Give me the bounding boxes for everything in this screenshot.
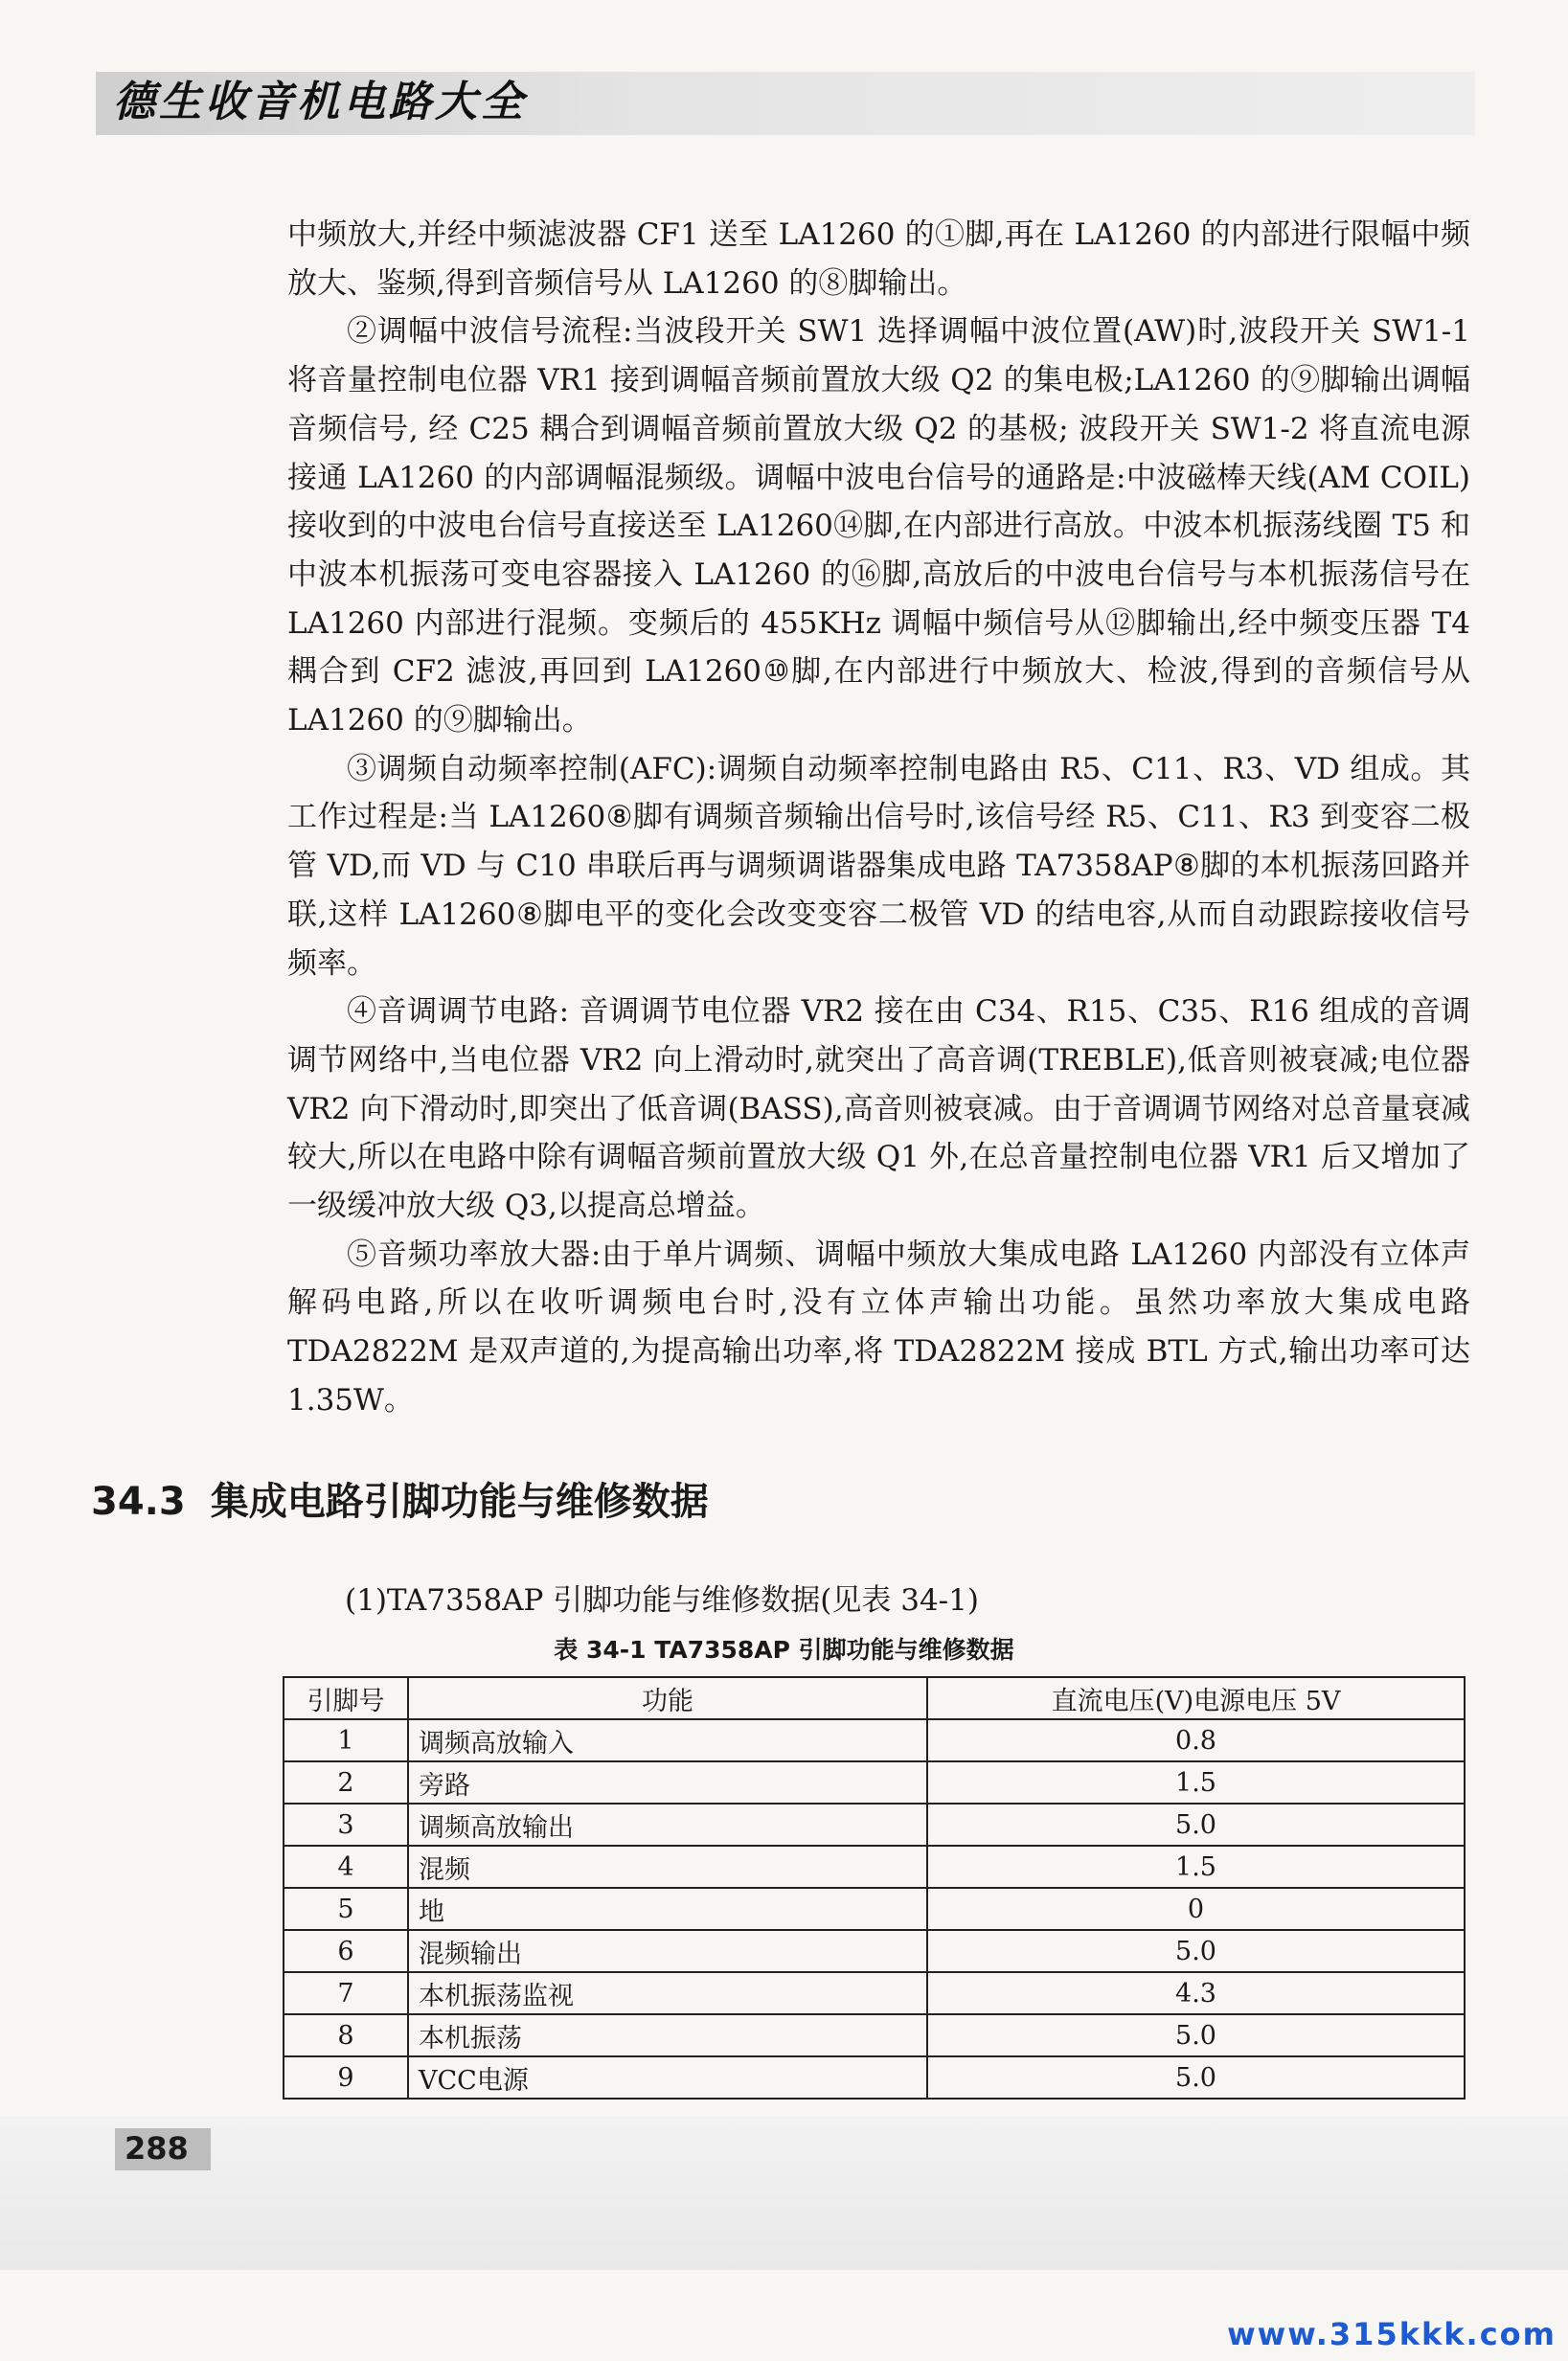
cell-pin: 1 xyxy=(284,1719,408,1761)
table-row xyxy=(284,1846,1465,1888)
table-row xyxy=(284,1761,1465,1804)
cell-voltage: 4.3 xyxy=(927,1972,1465,2014)
section-heading xyxy=(91,1471,709,1526)
section-title: 集成电路引脚功能与维修数据 xyxy=(210,1480,709,1524)
footer-band xyxy=(0,2117,1568,2270)
cell-pin: 7 xyxy=(284,1972,408,2014)
body-text xyxy=(287,211,1470,1425)
cell-voltage: 0.8 xyxy=(927,1719,1465,1761)
cell-pin: 5 xyxy=(284,1888,408,1930)
cell-pin: 9 xyxy=(284,2056,408,2099)
cell-voltage: 5.0 xyxy=(927,2056,1465,2099)
cell-function: 本机振荡监视 xyxy=(408,1972,927,2014)
header-voltage: 直流电压(V)电源电压 5V xyxy=(927,1677,1465,1719)
table-row xyxy=(284,2056,1465,2099)
paragraph-tone-control: ④音调调节电路: 音调调节电位器 VR2 接在由 C34、R15、C35、R16 组成的音调调节网络中,当电位器 VR2 向上滑动时,就突出了高音调(TREBLE),低音则被衰减;电位器 VR2 向下滑动时,即突出了低音调(BASS),高音则被衰减。由于音调调节网络对总音量衰减较大,所以在电路中除有调幅音频前置放大级 Q1 外,在总音量控制电位器 VR1 后又增加了一级缓冲放大级 Q3,以提高总增益。 xyxy=(287,994,1470,1224)
table-row xyxy=(284,1719,1465,1761)
paragraph-am-signal-flow: ②调幅中波信号流程:当波段开关 SW1 选择调幅中波位置(AW)时,波段开关 SW1-1 将音量控制电位器 VR1 接到调幅音频前置放大级 Q2 的集电极;LA1260 的⑨脚输出调幅音频信号, 经 C25 耦合到调幅音频前置放大级 Q2 的基极; 波段开关 SW1-2 将直流电源接通 LA1260 的内部调幅混频级。调幅中波电台信号的通路是:中波磁棒天线(AM COIL)接收到的中波电台信号直接送至 LA1260⑭脚,在内部进行高放。中波本机振荡线圈 T5 和中波本机振荡可变电容器接入 LA1260 的⑯脚,高放后的中波电台信号与本机振荡信号在 LA1260 内部进行混频。变频后的 455KHz 调幅中频信号从⑫脚输出,经中频变压器 T4 耦合到 CF2 滤波,再回到 LA1260⑩脚,在内部进行中频放大、检波,得到的音频信号从 LA1260 的⑨脚输出。 xyxy=(287,314,1470,738)
table-header-row xyxy=(284,1677,1465,1719)
table-row xyxy=(284,1972,1465,2014)
cell-pin: 6 xyxy=(284,1930,408,1972)
table-caption: 表 34-1 TA7358AP 引脚功能与维修数据 xyxy=(554,1636,1014,1664)
paragraph-afc: ③调频自动频率控制(AFC):调频自动频率控制电路由 R5、C11、R3、VD 组成。其工作过程是:当 LA1260⑧脚有调频音频输出信号时,该信号经 R5、C11、R3 到变容二极管 VD,而 VD 与 C10 串联后再与调频调谐器集成电路 TA7358AP⑧脚的本机振荡回路并联,这样 LA1260⑧脚电平的变化会改变变容二极管 VD 的结电容,从而自动跟踪接收信号频率。 xyxy=(287,751,1470,981)
cell-pin: 8 xyxy=(284,2014,408,2056)
cell-voltage: 5.0 xyxy=(927,1930,1465,1972)
cell-voltage: 1.5 xyxy=(927,1846,1465,1888)
paragraph-continuation: 中频放大,并经中频滤波器 CF1 送至 LA1260 的①脚,再在 LA1260 的内部进行限幅中频放大、鉴频,得到音频信号从 LA1260 的⑧脚输出。 xyxy=(287,217,1470,301)
cell-pin: 4 xyxy=(284,1846,408,1888)
pin-function-table xyxy=(283,1676,1466,2100)
cell-voltage: 5.0 xyxy=(927,2014,1465,2056)
cell-function: VCC电源 xyxy=(408,2056,927,2099)
book-title: 德生收音机电路大全 xyxy=(113,78,527,126)
table-row xyxy=(284,2014,1465,2056)
header-function: 功能 xyxy=(408,1677,927,1719)
site-watermark: www.315kkk.com xyxy=(1227,2316,1557,2352)
section-number: 34.3 xyxy=(91,1480,186,1524)
page-number: 288 xyxy=(125,2130,189,2167)
cell-function: 混频输出 xyxy=(408,1930,927,1972)
cell-function: 混频 xyxy=(408,1846,927,1888)
table-row xyxy=(284,1804,1465,1846)
cell-pin: 3 xyxy=(284,1804,408,1846)
cell-pin: 2 xyxy=(284,1761,408,1804)
cell-voltage: 0 xyxy=(927,1888,1465,1930)
table-row xyxy=(284,1930,1465,1972)
cell-function: 旁路 xyxy=(408,1761,927,1804)
cell-voltage: 1.5 xyxy=(927,1761,1465,1804)
table-intro: (1)TA7358AP 引脚功能与维修数据(见表 34-1) xyxy=(345,1583,979,1618)
cell-function: 调频高放输出 xyxy=(408,1804,927,1846)
cell-function: 调频高放输入 xyxy=(408,1719,927,1761)
table-row xyxy=(284,1888,1465,1930)
cell-function: 本机振荡 xyxy=(408,2014,927,2056)
header-pin: 引脚号 xyxy=(284,1677,408,1719)
cell-voltage: 5.0 xyxy=(927,1804,1465,1846)
paragraph-audio-amplifier: ⑤音频功率放大器:由于单片调频、调幅中频放大集成电路 LA1260 内部没有立体声解码电路,所以在收听调频电台时,没有立体声输出功能。虽然功率放大集成电路 TDA2822M 是双声道的,为提高输出功率,将 TDA2822M 接成 BTL 方式,输出功率可达 1.35W。 xyxy=(287,1237,1470,1418)
cell-function: 地 xyxy=(408,1888,927,1930)
